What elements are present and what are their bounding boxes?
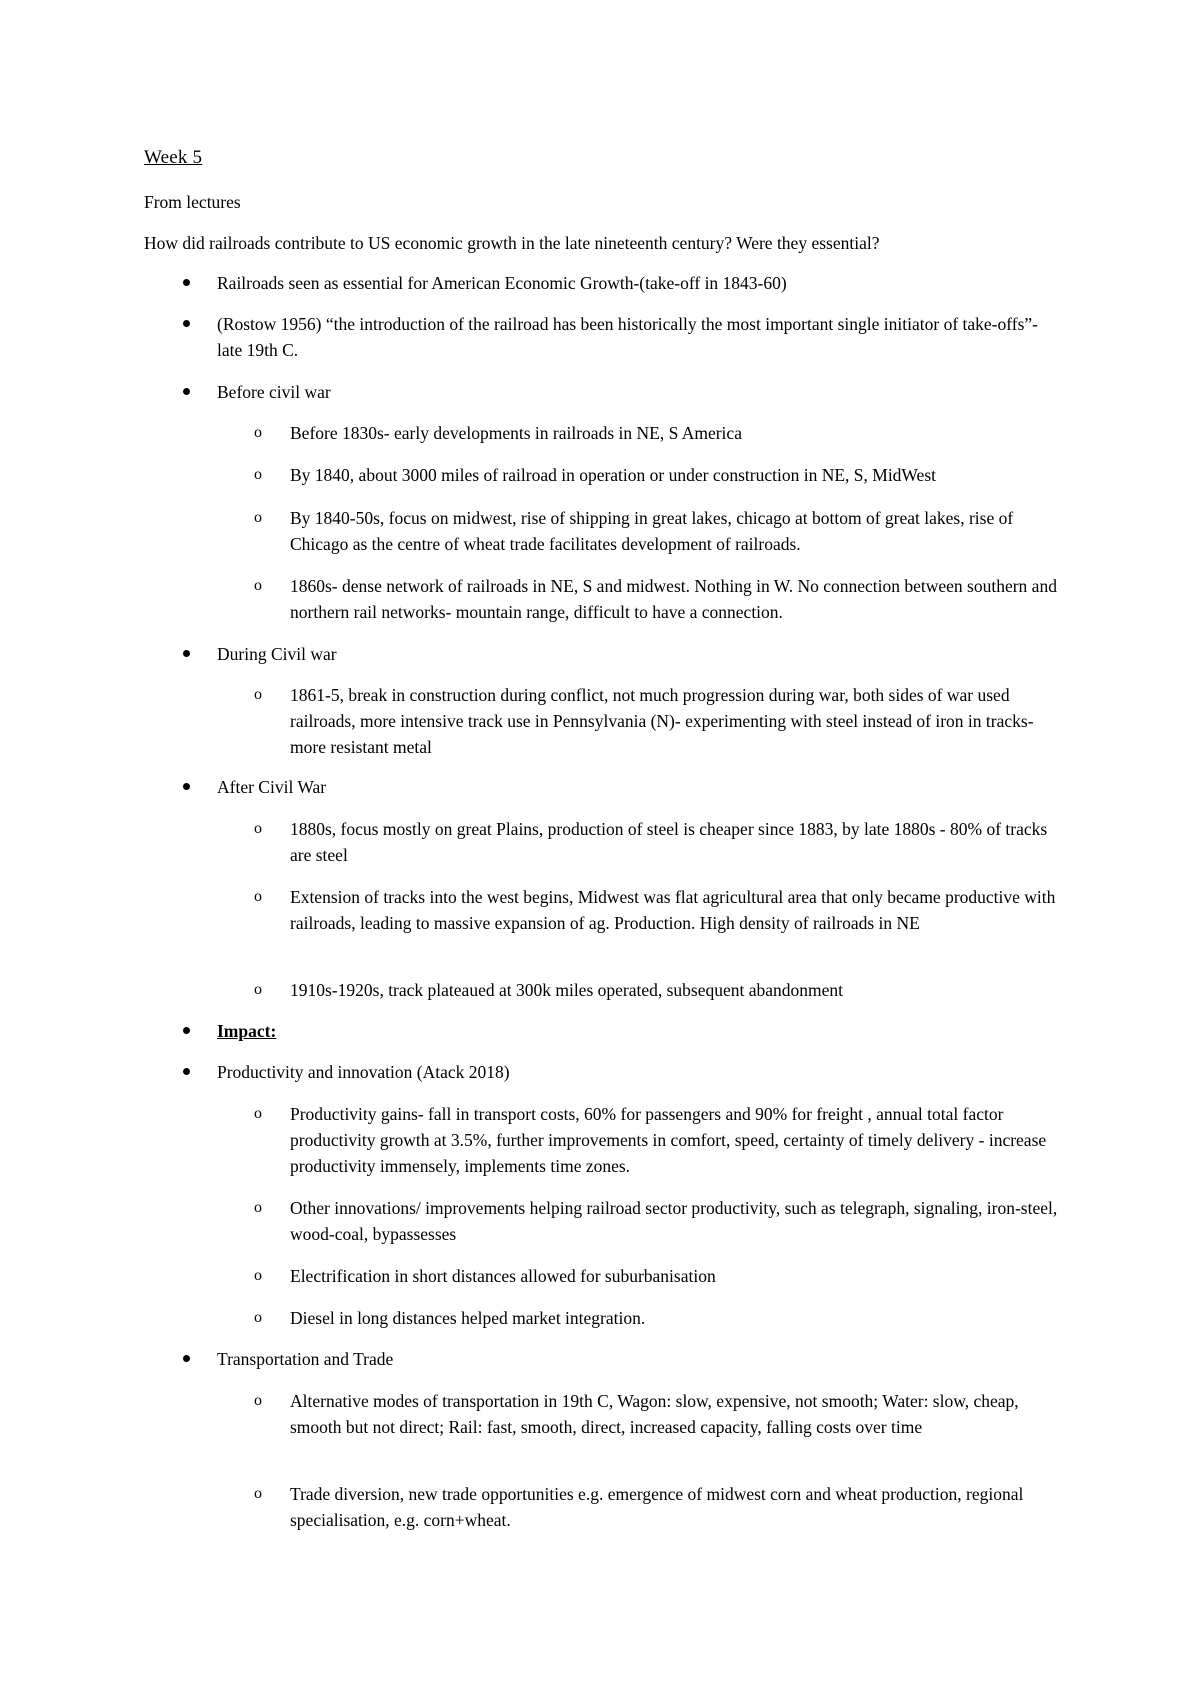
bullet-dot [183, 783, 190, 790]
sub-text: Productivity gains- fall in transport costs, 60% for passengers and 90% for freight , annual total factor productivity growth at 3.5%, further improvements in comfort, speed, certainty of timely delivery - increase productivity immensely, implements time zones. [290, 1104, 1047, 1176]
sub-bullet-marker: o [254, 1267, 262, 1284]
sub-bullet-marker: o [254, 1309, 262, 1326]
source-line: From lectures [144, 192, 241, 212]
sub-bullet-marker: o [254, 1392, 262, 1409]
sub-text: By 1840-50s, focus on midwest, rise of shipping in great lakes, chicago at bottom of great lakes, rise of Chicago as the centre of wheat trade facilitates development of railroads. [290, 508, 1014, 554]
sub-bullet-marker: o [254, 509, 262, 526]
bullet-text: Productivity and innovation (Atack 2018) [217, 1062, 510, 1082]
bullet-text: (Rostow 1956) “the introduction of the railroad has been historically the most important single initiator of take-offs”- late 19th C. [217, 314, 1039, 360]
bullet-text: During Civil war [217, 644, 337, 664]
page-title: Week 5 [144, 147, 203, 168]
bullet-text: Before civil war [217, 382, 331, 402]
bullet-text: After Civil War [217, 777, 327, 797]
sub-text: By 1840, about 3000 miles of railroad in operation or under construction in NE, S, MidWest [290, 465, 936, 485]
sub-bullet-marker: o [254, 424, 262, 441]
sub-text: 1861-5, break in construction during conflict, not much progression during war, both sides of war used railroads, more intensive track use in Pennsylvania (N)- experimenting with steel instead of iron in tracks- more resistant metal [290, 685, 1034, 757]
bullet-dot [183, 1355, 190, 1362]
question-line: How did railroads contribute to US economic growth in the late nineteenth century? Were they essential? [144, 233, 880, 253]
sub-text: Extension of tracks into the west begins, Midwest was flat agricultural area that only became productive with railroads, leading to massive expansion of ag. Production. High density of railroads in NE [290, 887, 1056, 933]
bullet-dot [183, 388, 190, 395]
sub-text: Alternative modes of transportation in 19th C, Wagon: slow, expensive, not smooth; Water: slow, cheap, smooth but not direct; Rail: fast, smooth, direct, increased capacity, falling costs over time [290, 1391, 1019, 1437]
bullet-dot [183, 279, 190, 286]
bullet-text: Railroads seen as essential for American Economic Growth-(take-off in 1843-60) [217, 273, 787, 293]
sub-bullet-marker: o [254, 466, 262, 483]
sub-bullet-marker: o [254, 686, 262, 703]
bullet-dot [183, 320, 190, 327]
sub-bullet-marker: o [254, 820, 262, 837]
sub-bullet-marker: o [254, 1105, 262, 1122]
sub-text: Before 1830s- early developments in railroads in NE, S America [290, 423, 742, 443]
sub-text: Diesel in long distances helped market integration. [290, 1308, 646, 1328]
bullet-text: Transportation and Trade [217, 1349, 394, 1369]
sub-bullet-marker: o [254, 888, 262, 905]
sub-bullet-marker: o [254, 1199, 262, 1216]
bullet-dot [183, 650, 190, 657]
bullet-dot [183, 1027, 190, 1034]
sub-bullet-marker: o [254, 577, 262, 594]
sub-text: 1860s- dense network of railroads in NE, S and midwest. Nothing in W. No connection between southern and northern rail networks- mountain range, difficult to have a connection. [290, 576, 1057, 622]
sub-text: Trade diversion, new trade opportunities e.g. emergence of midwest corn and wheat production, regional specialisation, e.g. corn+wheat. [290, 1484, 1024, 1530]
bullet-dot [183, 1068, 190, 1075]
sub-text: Electrification in short distances allowed for suburbanisation [290, 1266, 716, 1286]
impact-heading: Impact: [217, 1021, 277, 1041]
sub-text: Other innovations/ improvements helping railroad sector productivity, such as telegraph, signaling, iron-steel, wood-coal, bypassesses [290, 1198, 1058, 1244]
sub-bullet-marker: o [254, 1485, 262, 1502]
sub-bullet-marker: o [254, 981, 262, 998]
sub-text: 1880s, focus mostly on great Plains, production of steel is cheaper since 1883, by late 1880s - 80% of tracks are steel [290, 819, 1048, 865]
sub-text: 1910s-1920s, track plateaued at 300k miles operated, subsequent abandonment [290, 980, 844, 1000]
